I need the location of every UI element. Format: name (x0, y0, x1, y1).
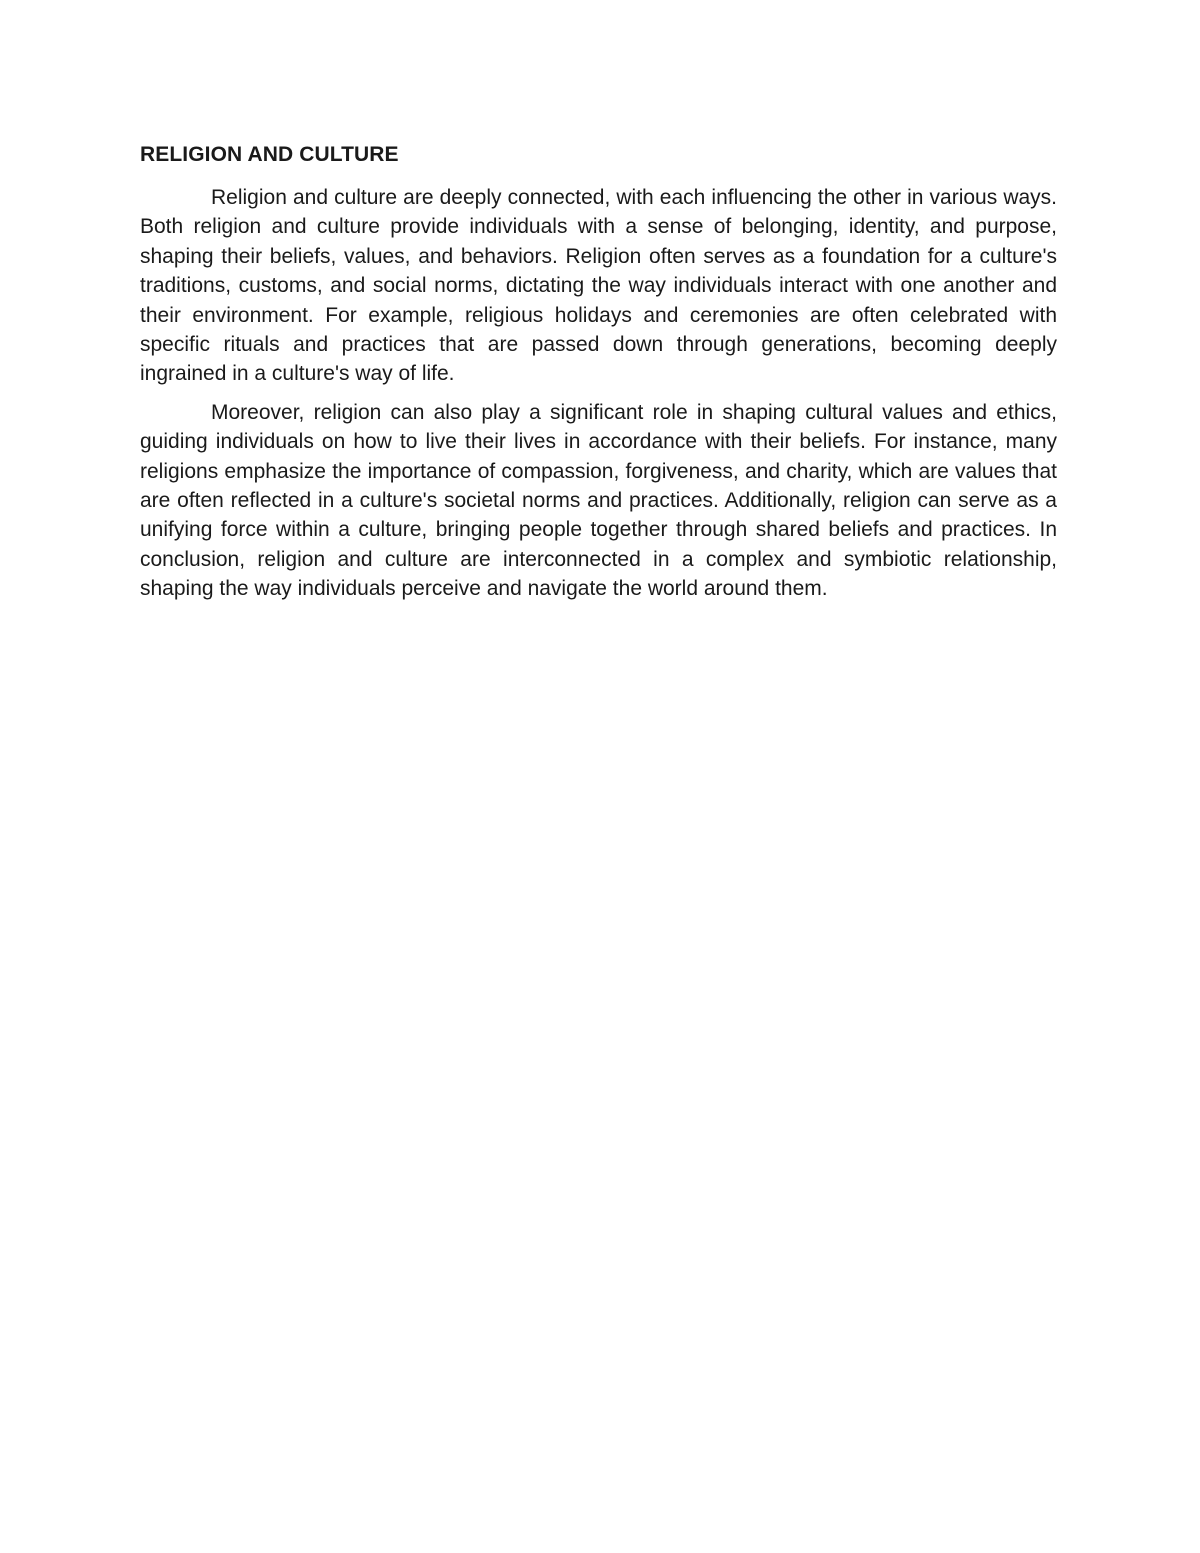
document-body (140, 140, 1057, 613)
document-title: RELIGION AND CULTURE (140, 143, 399, 166)
paragraph-2: Moreover, religion can also play a significant role in shaping cultural values and ethics, guiding individuals on how to live their lives in accordance with their beliefs. For instance, many religions emphasize the importance of compassion, forgiveness, and charity, which are values that are often reflected in a culture's societal norms and practices. Additionally, religion can serve as a unifying force within a culture, bringing people together through shared beliefs and practices. In conclusion, religion and culture are interconnected in a complex and symbiotic relationship, shaping the way individuals perceive and navigate the world around them. (140, 400, 1057, 601)
paragraph-1: Religion and culture are deeply connected, with each influencing the other in various ways. Both religion and culture provide individuals with a sense of belonging, identity, and purpose, shaping their beliefs, values, and behaviors. Religion often serves as a foundation for a culture's traditions, customs, and social norms, dictating the way individuals interact with one another and their environment. For example, religious holidays and ceremonies are often celebrated with specific rituals and practices that are passed down through generations, becoming deeply ingrained in a culture's way of life. (140, 186, 1057, 386)
